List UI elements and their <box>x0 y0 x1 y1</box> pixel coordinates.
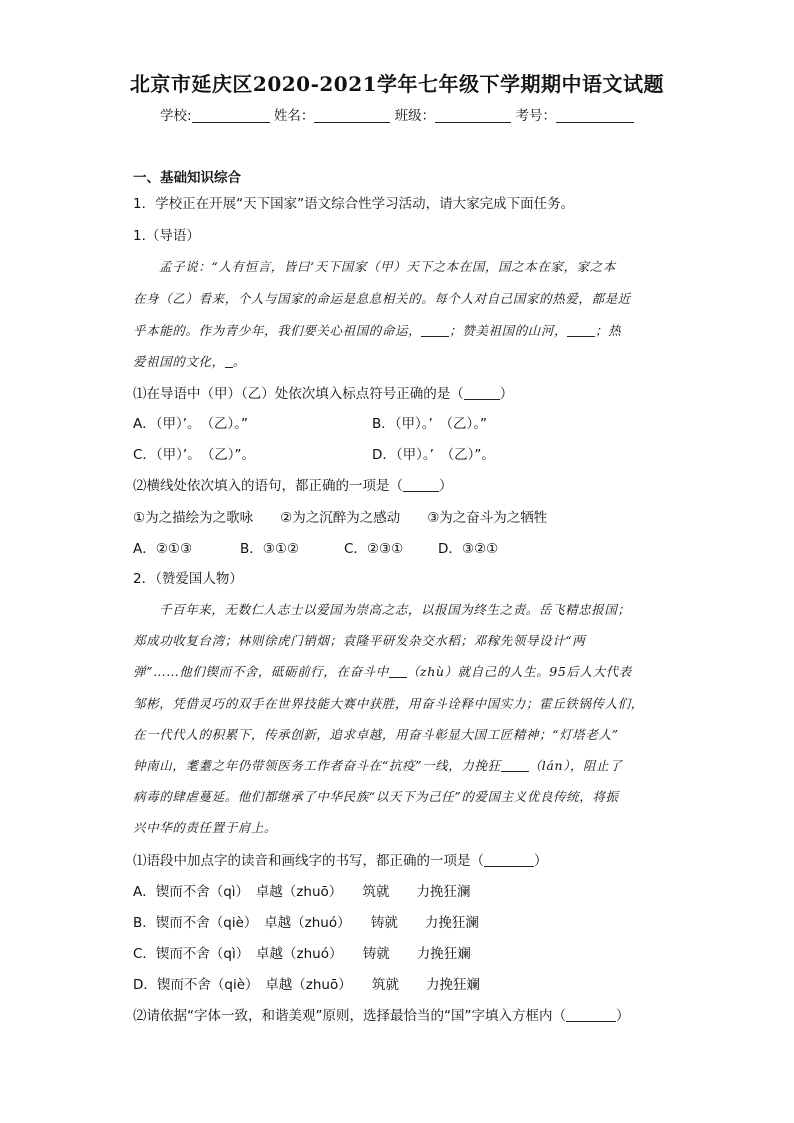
answer-blank <box>566 1009 616 1022</box>
option-c: C．（甲）’。 （乙）”。 <box>133 447 255 463</box>
option-b: B．锲而不舍（qiè） 卓越（zhuó） 铸就 力挽狂澜 <box>133 915 479 931</box>
answer-blank <box>464 387 500 400</box>
option-c: C．锲而不舍（qì） 卓越（zhuó） 铸就 力挽狂斓 <box>133 946 471 962</box>
student-info-row <box>0 104 794 124</box>
passage-2-line: 邹彬，凭借灵巧的双手在世界技能大赛中获胜，用奋斗诠释中国实力；霍丘铁锅传人们， <box>133 696 644 711</box>
answer-blank <box>567 324 595 337</box>
passage-1-line: 乎本能的。作为青少年，我们要关心祖国的命运， ；赞美祖国的山河， ；热 <box>133 323 622 338</box>
option-a: A．锲而不舍（qì） 卓越（zhuō） 筑就 力挽狂澜 <box>133 884 471 900</box>
option-d: D．锲而不舍（qiè） 卓越（zhuō） 筑就 力挽狂斓 <box>133 977 480 993</box>
passage-1-line: 孟子说：“人有恒言，皆曰‘天下国家（甲）天下之本在国，国之本在家，家之本 <box>159 259 616 274</box>
name-blank <box>314 108 390 123</box>
phrase-list: ①为之描绘为之歌咏 ②为之沉醉为之感动 ③为之奋斗为之牺牲 <box>133 510 548 526</box>
section-heading: 一、基础知识综合 <box>133 170 241 186</box>
answer-blank <box>225 355 233 368</box>
passage-2-line: 千百年来，无数仁人志士以爱国为崇高之志，以报国为终生之责。岳飞精忠报国； <box>159 602 631 617</box>
passage-1-line: 爱祖国的文化， 。 <box>133 354 246 369</box>
answer-blank <box>501 759 529 772</box>
option-b: B．（甲）。’ （乙）。” <box>372 416 488 432</box>
name-label: 姓名： <box>273 108 315 124</box>
class-label: 班级： <box>394 108 436 124</box>
answer-blank <box>484 854 534 867</box>
option-a: A．（甲）’。 （乙）。” <box>133 416 249 432</box>
passage-2-line: 郑成功收复台湾；林则徐虎门销烟；袁隆平研发杂交水稻；邓稼先领导设计“两 <box>133 633 586 648</box>
passage-2-line: 病毒的肆虐蔓延。他们都继承了中华民族“以天下为己任”的爱国主义优良传统，将振 <box>133 789 619 804</box>
passage-2-line: 兴中华的责任置于肩上。 <box>133 820 278 835</box>
question-2-1-stem: ⑴语段中加点字的读音和画线字的书写，都正确的一项是（ ） <box>133 853 548 869</box>
passage-2-line: 钟南山，耄耋之年仍带领医务工作者奋斗在“抗疫”一线，力挽狂 （lán），阻止了 <box>133 758 623 773</box>
passage-1-line: 在身（乙）看来，个人与国家的命运是息息相关的。每个人对自己国家的热爱，都是近 <box>133 291 631 306</box>
exam-title: 北京市延庆区2020-2021学年七年级下学期期中语文试题 <box>129 72 665 96</box>
school-blank <box>192 108 270 123</box>
option-d: D．③②① <box>438 541 499 557</box>
question-2-2-stem: ⑵请依据“字体一致，和谐美观”原则，选择最恰当的“国”字填入方框内（ ） <box>133 1008 630 1024</box>
exam-no-blank <box>556 108 634 123</box>
question-1-sub-heading: 1.（导语） <box>133 228 200 244</box>
answer-blank <box>389 665 407 678</box>
question-2: 2．（赞爱国人物） <box>133 571 243 587</box>
answer-blank <box>421 324 449 337</box>
school-label: 学校: <box>160 108 192 124</box>
question-1: 1．学校正在开展“天下国家”语文综合性学习活动，请大家完成下面任务。 <box>133 196 575 212</box>
option-b: B．③①② <box>240 541 300 557</box>
question-1-2-stem: ⑵横线处依次填入的语句，都正确的一项是（ ） <box>133 478 453 494</box>
option-a: A．②①③ <box>133 541 193 557</box>
exam-no-label: 考号： <box>515 108 556 124</box>
passage-2-line: 弹”……他们锲而不舍，砥砺前行，在奋斗中 （zhù）就自己的人生。95后人大代表 <box>133 664 632 679</box>
passage-2-line: 在一代代人的积累下，传承创新，追求卓越，用奋斗彰显大国工匠精神；“灯塔老人” <box>133 727 619 742</box>
class-blank <box>435 108 511 123</box>
option-d: D．（甲）。’ （乙）”。 <box>372 447 495 463</box>
option-c: C．②③① <box>344 541 404 557</box>
answer-blank <box>403 479 439 492</box>
question-1-1-stem: ⑴在导语中（甲）（乙）处依次填入标点符号正确的是（ ） <box>133 386 514 402</box>
